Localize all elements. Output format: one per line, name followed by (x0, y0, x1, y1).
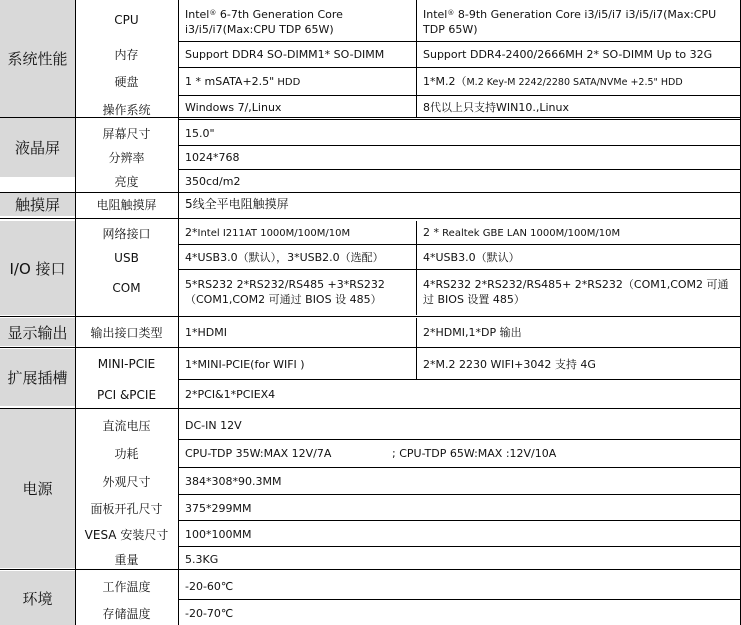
value-os-1: Windows 7/,Linux (185, 100, 282, 114)
grid-line (0, 408, 741, 409)
label-st-temp: 存储温度 (102, 606, 151, 621)
value-os-2: 8代以上只支持WIN10.,Linux (423, 100, 569, 114)
grid-line (178, 379, 741, 380)
grid-line (0, 569, 741, 570)
category-lcd: 液晶屏 (0, 117, 75, 177)
value-consumption-1: CPU-TDP 35W:MAX 12V/7A (185, 447, 332, 460)
value-com-2: 4*RS232 2*RS232/RS485+ 2*RS232（COM1,COM2 可通过 BIOS 设置 485） (423, 278, 729, 306)
category-touch: 触摸屏 (0, 193, 75, 216)
value-disk-2: 1*M.2（M.2 Key-M 2242/2280 SATA/NVMe +2.5" HDD (423, 74, 683, 88)
grid-line (178, 269, 741, 270)
grid-line (178, 520, 741, 521)
grid-line (416, 221, 417, 315)
label-brightness: 亮度 (114, 174, 139, 189)
value-consumption-2: ; CPU-TDP 65W:MAX :12V/10A (392, 447, 557, 460)
label-memory: 内存 (114, 47, 139, 62)
grid-line (0, 117, 741, 118)
label-com: COM (112, 280, 141, 295)
value-minipcie-2: 2*M.2 2230 WIFI+3042 支持 4G (423, 358, 596, 371)
category-expansion: 扩展插槽 (0, 349, 75, 406)
value-output-2: 2*HDMI,1*DP 输出 (423, 325, 522, 339)
grid-line (178, 67, 741, 68)
category-display: 显示输出 (0, 318, 75, 346)
grid-line (178, 494, 741, 495)
value-pci: 2*PCI&1*PCIEX4 (185, 388, 276, 401)
value-usb-1: 4*USB3.0（默认），3*USB2.0（选配） (185, 251, 384, 264)
value-op-temp: -20-60℃ (185, 579, 234, 593)
label-op-temp: 工作温度 (102, 579, 151, 594)
grid-line (75, 0, 76, 625)
label-network: 网络接口 (102, 226, 151, 241)
label-vesa: VESA 安装尺寸 (84, 527, 169, 542)
value-network-2: 2 * Realtek GBE LAN 1000M/100M/10M (423, 226, 621, 239)
grid-line (416, 0, 417, 117)
grid-line (0, 192, 741, 193)
label-os: 操作系统 (102, 103, 151, 117)
label-pci: PCI &PCIE (96, 387, 157, 402)
value-network-1: 2*Intel I211AT 1000M/100M/10M (185, 225, 351, 239)
value-cutout: 375*299MM (185, 501, 252, 515)
grid-line (178, 467, 741, 468)
value-dimensions: 384*308*90.3MM (185, 475, 282, 488)
grid-line (416, 318, 417, 379)
label-consumption: 功耗 (114, 447, 139, 461)
label-output: 输出接口类型 (90, 325, 163, 340)
value-cpu-2: Intel® 8-9th Generation Core i3/i5/i7 i3/i5/i7(Max:CPU TDP 65W) (423, 8, 717, 36)
label-cpu: CPU (114, 12, 139, 27)
value-vesa: 100*100MM (185, 527, 252, 541)
value-dc: DC-IN 12V (185, 419, 242, 432)
value-cpu-1: Intel® 6-7th Generation Core i3/i5/i7(Max:CPU TDP 65W) (185, 8, 343, 36)
label-resolution: 分辨率 (108, 150, 145, 165)
grid-line (0, 316, 741, 317)
value-resistive: 5线全平电阻触摸屏 (185, 197, 289, 211)
grid-line (178, 546, 741, 547)
grid-line (178, 95, 741, 96)
grid-line (178, 244, 741, 245)
label-usb: USB (114, 250, 139, 265)
value-memory-1: Support DDR4 SO-DIMM1* SO-DIMM (185, 48, 385, 61)
value-minipcie-1: 1*MINI-PCIE(for WIFI ) (185, 358, 305, 371)
label-minipcie: MINI-PCIE (97, 356, 156, 371)
category-environment: 环境 (0, 571, 75, 625)
grid-line (178, 599, 741, 600)
value-resolution: 1024*768 (185, 150, 240, 164)
value-brightness: 350cd/m2 (185, 174, 241, 188)
value-usb-2: 4*USB3.0（默认） (423, 251, 520, 264)
value-st-temp: -20-70℃ (185, 606, 234, 620)
value-com-1: 5*RS232 2*RS232/RS485 +3*RS232（COM1,COM2 可通过 BIOS 设 485） (185, 278, 385, 306)
value-weight: 5.3KG (185, 552, 219, 566)
label-cutout: 面板开孔尺寸 (90, 501, 163, 516)
value-output-1: 1*HDMI (185, 325, 227, 339)
category-io: I/O 接口 (0, 221, 75, 315)
label-resistive: 电阻触摸屏 (96, 198, 157, 212)
grid-line (178, 0, 179, 625)
label-screen-size: 屏幕尺寸 (102, 126, 151, 141)
label-disk: 硬盘 (114, 74, 139, 89)
grid-line (178, 439, 741, 440)
category-power: 电源 (0, 409, 75, 568)
label-dc: 直流电压 (102, 419, 151, 433)
category-system: 系统性能 (0, 0, 75, 117)
grid-line (178, 169, 741, 170)
label-dimensions: 外观尺寸 (102, 475, 151, 489)
value-screen-size: 15.0" (185, 126, 215, 140)
grid-line (0, 218, 741, 219)
value-disk-1: 1 * mSATA+2.5" HDD (185, 74, 301, 88)
grid-line (178, 145, 741, 146)
grid-line (178, 119, 741, 120)
grid-line (178, 41, 741, 42)
value-memory-2: Support DDR4-2400/2666MH 2* SO-DIMM Up to 32G (423, 48, 713, 61)
grid-line (0, 347, 741, 348)
label-weight: 重量 (114, 552, 139, 567)
